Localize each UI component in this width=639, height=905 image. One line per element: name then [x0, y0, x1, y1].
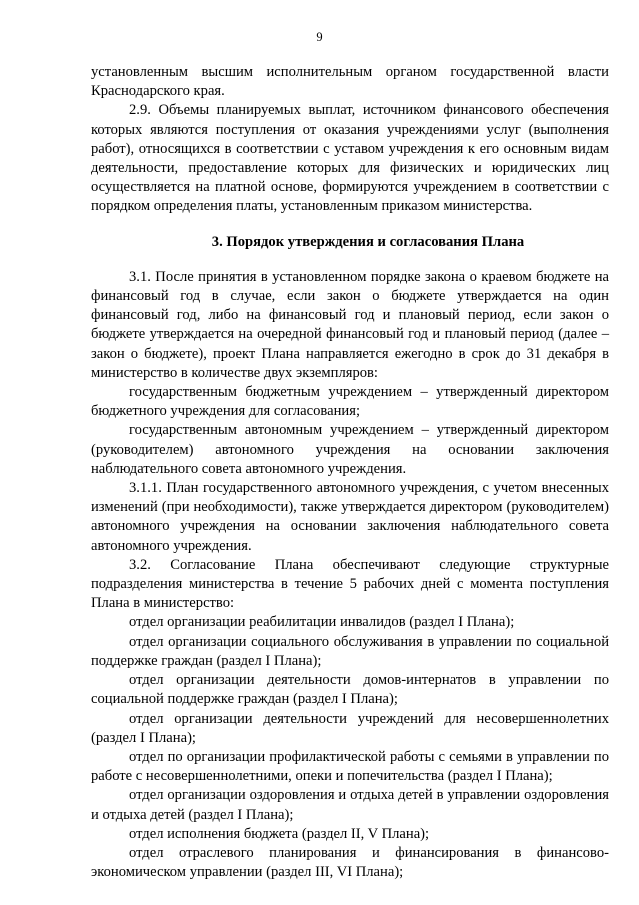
department-item: отдел организации деятельности учреждений для несовершеннолетних (раздел I Плана);: [91, 710, 609, 746]
paragraph-3-1: 3.1. После принятия в установленном порядке закона о краевом бюджете на финансовый год в случае, если закон о бюджете утверждается на один финансовый год, либо на финансовый год и плановый период, если закон о бюджете утверждается на очередной финансовый год и плановый период (далее – закон о бюджете), проект Плана направляется ежегодно в срок до 31 декабря в министерство в количестве двух экземпляров:: [91, 268, 609, 381]
department-item: отдел исполнения бюджета (раздел II, V Плана);: [129, 825, 430, 842]
department-item: отдел организации деятельности домов-интернатов в управлении по социальной поддержке граждан (раздел I Плана);: [91, 672, 609, 708]
department-item: отдел организации реабилитации инвалидов (раздел I Плана);: [129, 614, 515, 631]
department-item: отдел организации оздоровления и отдыха детей в управлении оздоровления и отдыха детей (раздел I Плана);: [91, 787, 609, 823]
paragraph-3-2: 3.2. Согласование Плана обеспечивают следующие структурные подразделения министерства в течение 5 рабочих дней с момента поступления Плана в министерство:: [91, 556, 609, 612]
paragraph-3-1-1: 3.1.1. План государственного автономного учреждения, с учетом внесенных изменений (при необходимости), также утверждается директором (руководителем) автономного учреждения на основании заключения наблюдательного совета автономного учреждения.: [91, 480, 609, 554]
paragraph-budget-institution: государственным бюджетным учреждением – утвержденный директором бюджетного учреждения для согласования;: [91, 384, 609, 420]
department-item: отдел организации социального обслуживания в управлении по социальной поддержке граждан (раздел I Плана);: [91, 633, 609, 669]
department-item: отдел отраслевого планирования и финансирования в финансово-экономическом управлении (раздел III, VI Плана);: [91, 844, 609, 881]
paragraph-intro-continuation: установленным высшим исполнительным органом государственной власти Краснодарского края.: [91, 64, 609, 100]
section-heading: 3. Порядок утверждения и согласования Плана: [211, 233, 525, 250]
paragraph-2-9: 2.9. Объемы планируемых выплат, источником финансового обеспечения которых являются поступления от оказания учреждениями услуг (выполнения работ), относящихся в соответствии с уставом учреждения к его основным видам деятельности, предоставление которых для физических и юридических лиц осуществляется на платной основе, формируются учреждением в соответствии с порядком определения платы, установленным приказом министерства.: [91, 102, 609, 215]
page-number: 9: [316, 30, 323, 44]
paragraph-autonomous-institution: государственным автономным учреждением – утвержденный директором (руководителем) автономного учреждения на основании заключения наблюдательного совета автономного учреждения.: [91, 422, 609, 477]
department-item: отдел по организации профилактической работы с семьями в управлении по работе с несовершеннолетними, опеки и попечительства (раздел I Плана);: [91, 748, 609, 785]
document-body: [91, 63, 609, 882]
